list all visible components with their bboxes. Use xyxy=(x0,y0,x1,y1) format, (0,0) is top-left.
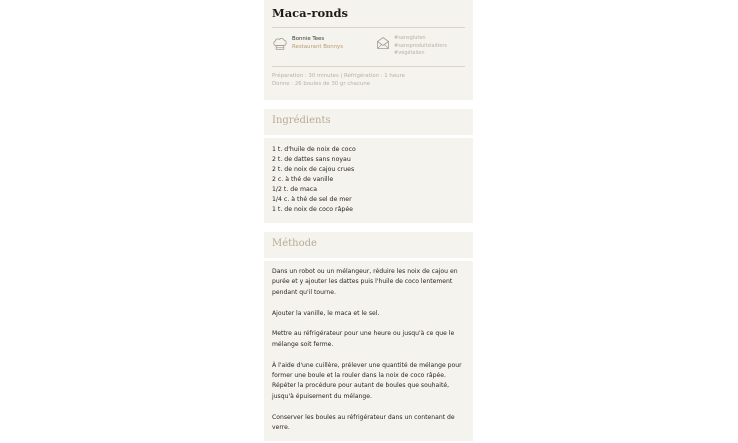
prep-time: Préparation : 30 minutes | Réfrigération : 1 heure xyxy=(272,73,405,79)
method-title: Méthode xyxy=(272,238,317,249)
ingredients-list xyxy=(264,138,473,223)
method-heading xyxy=(264,232,473,258)
author-name[interactable]: Bonnie Tees xyxy=(292,36,325,42)
recipe-title: Maca-ronds xyxy=(272,6,349,20)
chef-hat-icon xyxy=(272,36,288,52)
tag-sansgluten[interactable]: #sansgluten xyxy=(394,35,426,41)
ingredient-item: 1/2 t. de maca xyxy=(272,186,317,193)
ingredients-title: Ingrédients xyxy=(272,115,331,126)
prep-info xyxy=(272,67,465,88)
method-step: Conserver les boules au réfrigérateur dans un contenant de verre. xyxy=(272,413,455,432)
method-steps xyxy=(264,261,473,441)
ingredient-item: 2 t. de dattes sans noyau xyxy=(272,156,351,163)
ingredient-item: 1 t. d'huile de noix de coco xyxy=(272,146,356,153)
envelope-icon xyxy=(376,36,390,50)
ingredients-heading xyxy=(264,109,473,135)
recipe-meta xyxy=(272,28,465,64)
ingredient-item: 1/4 c. à thé de sel de mer xyxy=(272,196,352,203)
method-step: Ajouter la vanille, le maca et le sel. xyxy=(272,309,380,317)
tag-vegetalien[interactable]: #végétalien xyxy=(394,50,425,56)
ingredient-item: 1 t. de noix de coco râpée xyxy=(272,206,353,213)
recipe-header-card xyxy=(264,0,473,100)
ingredient-item: 2 c. à thé de vanille xyxy=(272,176,334,183)
method-step: Mettre au réfrigérateur pour une heure ou jusqu'à ce que le mélange soit ferme. xyxy=(272,330,455,348)
tags-block xyxy=(376,35,447,64)
tag-sansproduitslaitiers[interactable]: #sansproduitslaitiers xyxy=(394,42,448,49)
author-block[interactable] xyxy=(272,35,376,64)
recipe-column xyxy=(264,0,473,441)
method-step: À l'aide d'une cuillère, prélever une quantité de mélange pour former une boule et la rouler dans la noix de coco râpée. Répéter la procédure pour autant de boules que souhaité, jusqu'à épuisement du mélange. xyxy=(272,361,462,400)
ingredient-item: 2 t. de noix de cajou crues xyxy=(272,166,355,173)
recipe-yield: Donne : 26 boules de 30 gr chacune xyxy=(272,81,371,87)
method-step: Dans un robot ou un mélangeur, réduire les noix de cajou en purée et y ajouter les dattes puis l'huile de coco lentement pendant qu'il tourne. xyxy=(272,268,458,296)
author-restaurant[interactable]: Restaurant Bonnys xyxy=(292,44,344,50)
